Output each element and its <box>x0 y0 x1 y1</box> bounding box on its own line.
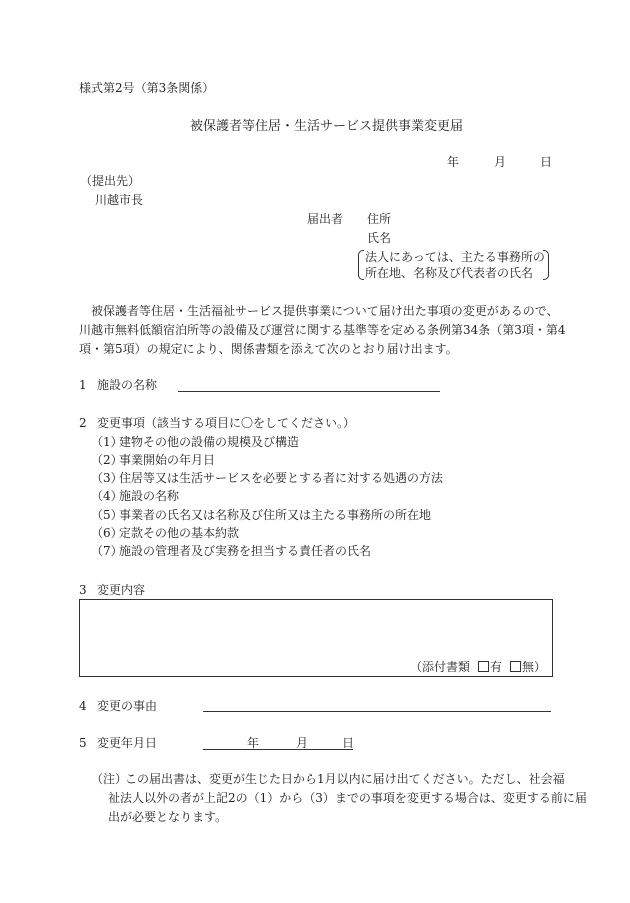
change-item-text[interactable]: 事業者の氏名又は名称及び住所又は主たる事務所の所在地 <box>119 508 432 522</box>
facility-name-field[interactable] <box>178 391 440 392</box>
section2-number: 2 <box>79 416 87 430</box>
attachment-indicator <box>410 660 546 674</box>
section1-number: 1 <box>79 378 87 392</box>
change-item-text[interactable]: 事業開始の年月日 <box>119 453 216 467</box>
section5-label: 変更年月日 <box>97 736 158 750</box>
note-bracket-right <box>543 250 549 280</box>
note-line1: この届出書は、変更が生じた日から1月以内に届け出てください。ただし、社会福 <box>125 772 565 786</box>
change-item-text[interactable]: 住居等又は生活サービスを必要とする者に対する処遇の方法 <box>119 471 444 485</box>
corporate-note-line1: 法人にあっては、主たる事務所の <box>365 250 545 264</box>
change-item-num: （6） <box>91 526 123 540</box>
section5-number: 5 <box>79 736 87 750</box>
section2-label: 変更事項（該当する項目に〇をしてください。） <box>97 416 356 430</box>
name-label: 氏名 <box>367 231 392 245</box>
date-day-label: 日 <box>540 155 553 169</box>
section3-number: 3 <box>79 583 87 597</box>
section4-number: 4 <box>79 699 87 713</box>
section1-label: 施設の名称 <box>97 378 158 392</box>
change-item-num: （3） <box>91 471 123 485</box>
attachment-no-checkbox[interactable] <box>510 661 521 672</box>
body-line1: 被保護者等住居・生活福祉サービス提供事業について届け出た事項の変更があるので、 <box>91 304 559 318</box>
body-line3: 項・第5項）の規定により、関係書類を添えて次のとおり届け出ます。 <box>79 342 458 356</box>
change-date-field[interactable] <box>203 749 353 750</box>
change-item-num: （5） <box>91 508 123 522</box>
change-date-month-label: 月 <box>296 736 309 750</box>
note-label: （注） <box>91 772 128 786</box>
recipient-label: （提出先） <box>80 174 141 188</box>
change-item-num: （4） <box>91 489 123 503</box>
change-date-year-label: 年 <box>247 736 260 750</box>
attachment-yes-label: 有 <box>489 660 502 674</box>
attachment-yes-checkbox[interactable] <box>478 661 489 672</box>
change-item-text[interactable]: 施設の名称 <box>119 489 180 503</box>
address-label: 住所 <box>367 212 392 226</box>
form-title: 被保護者等住居・生活サービス提供事業変更届 <box>190 119 464 134</box>
note-bracket-left <box>358 250 364 280</box>
attachment-no-label: 無） <box>521 660 546 674</box>
change-reason-field[interactable] <box>203 711 551 712</box>
change-item-num: （2） <box>91 453 123 467</box>
attachment-prefix: （添付書類 <box>409 660 470 674</box>
change-item-text[interactable]: 定款その他の基本約款 <box>119 526 240 540</box>
change-date-day-label: 日 <box>342 736 355 750</box>
change-content-box[interactable] <box>79 599 553 677</box>
date-year-label: 年 <box>447 155 460 169</box>
note-line3: 出が必要となります。 <box>108 810 228 824</box>
section3-label: 変更内容 <box>97 583 146 597</box>
form-id: 様式第2号（第3条関係） <box>79 81 215 95</box>
note-line2: 祉法人以外の者が上記2の（1）から（3）までの事項を変更する場合は、変更する前に届 <box>108 791 587 805</box>
body-line2: 川越市無料低額宿泊所等の設備及び運営に関する基準等を定める条例第34条（第3項・第4 <box>79 323 566 337</box>
applicant-label: 届出者 <box>307 212 344 226</box>
date-month-label: 月 <box>494 155 507 169</box>
change-item-text[interactable]: 建物その他の設備の規模及び構造 <box>119 435 300 449</box>
change-item-text[interactable]: 施設の管理者及び実務を担当する責任者の氏名 <box>119 544 372 558</box>
corporate-note-line2: 所在地、名称及び代表者の氏名 <box>365 266 534 280</box>
section4-label: 変更の事由 <box>97 699 158 713</box>
recipient-name: 川越市長 <box>95 193 144 207</box>
change-item-num: （7） <box>91 544 123 558</box>
change-item-num: （1） <box>91 435 123 449</box>
